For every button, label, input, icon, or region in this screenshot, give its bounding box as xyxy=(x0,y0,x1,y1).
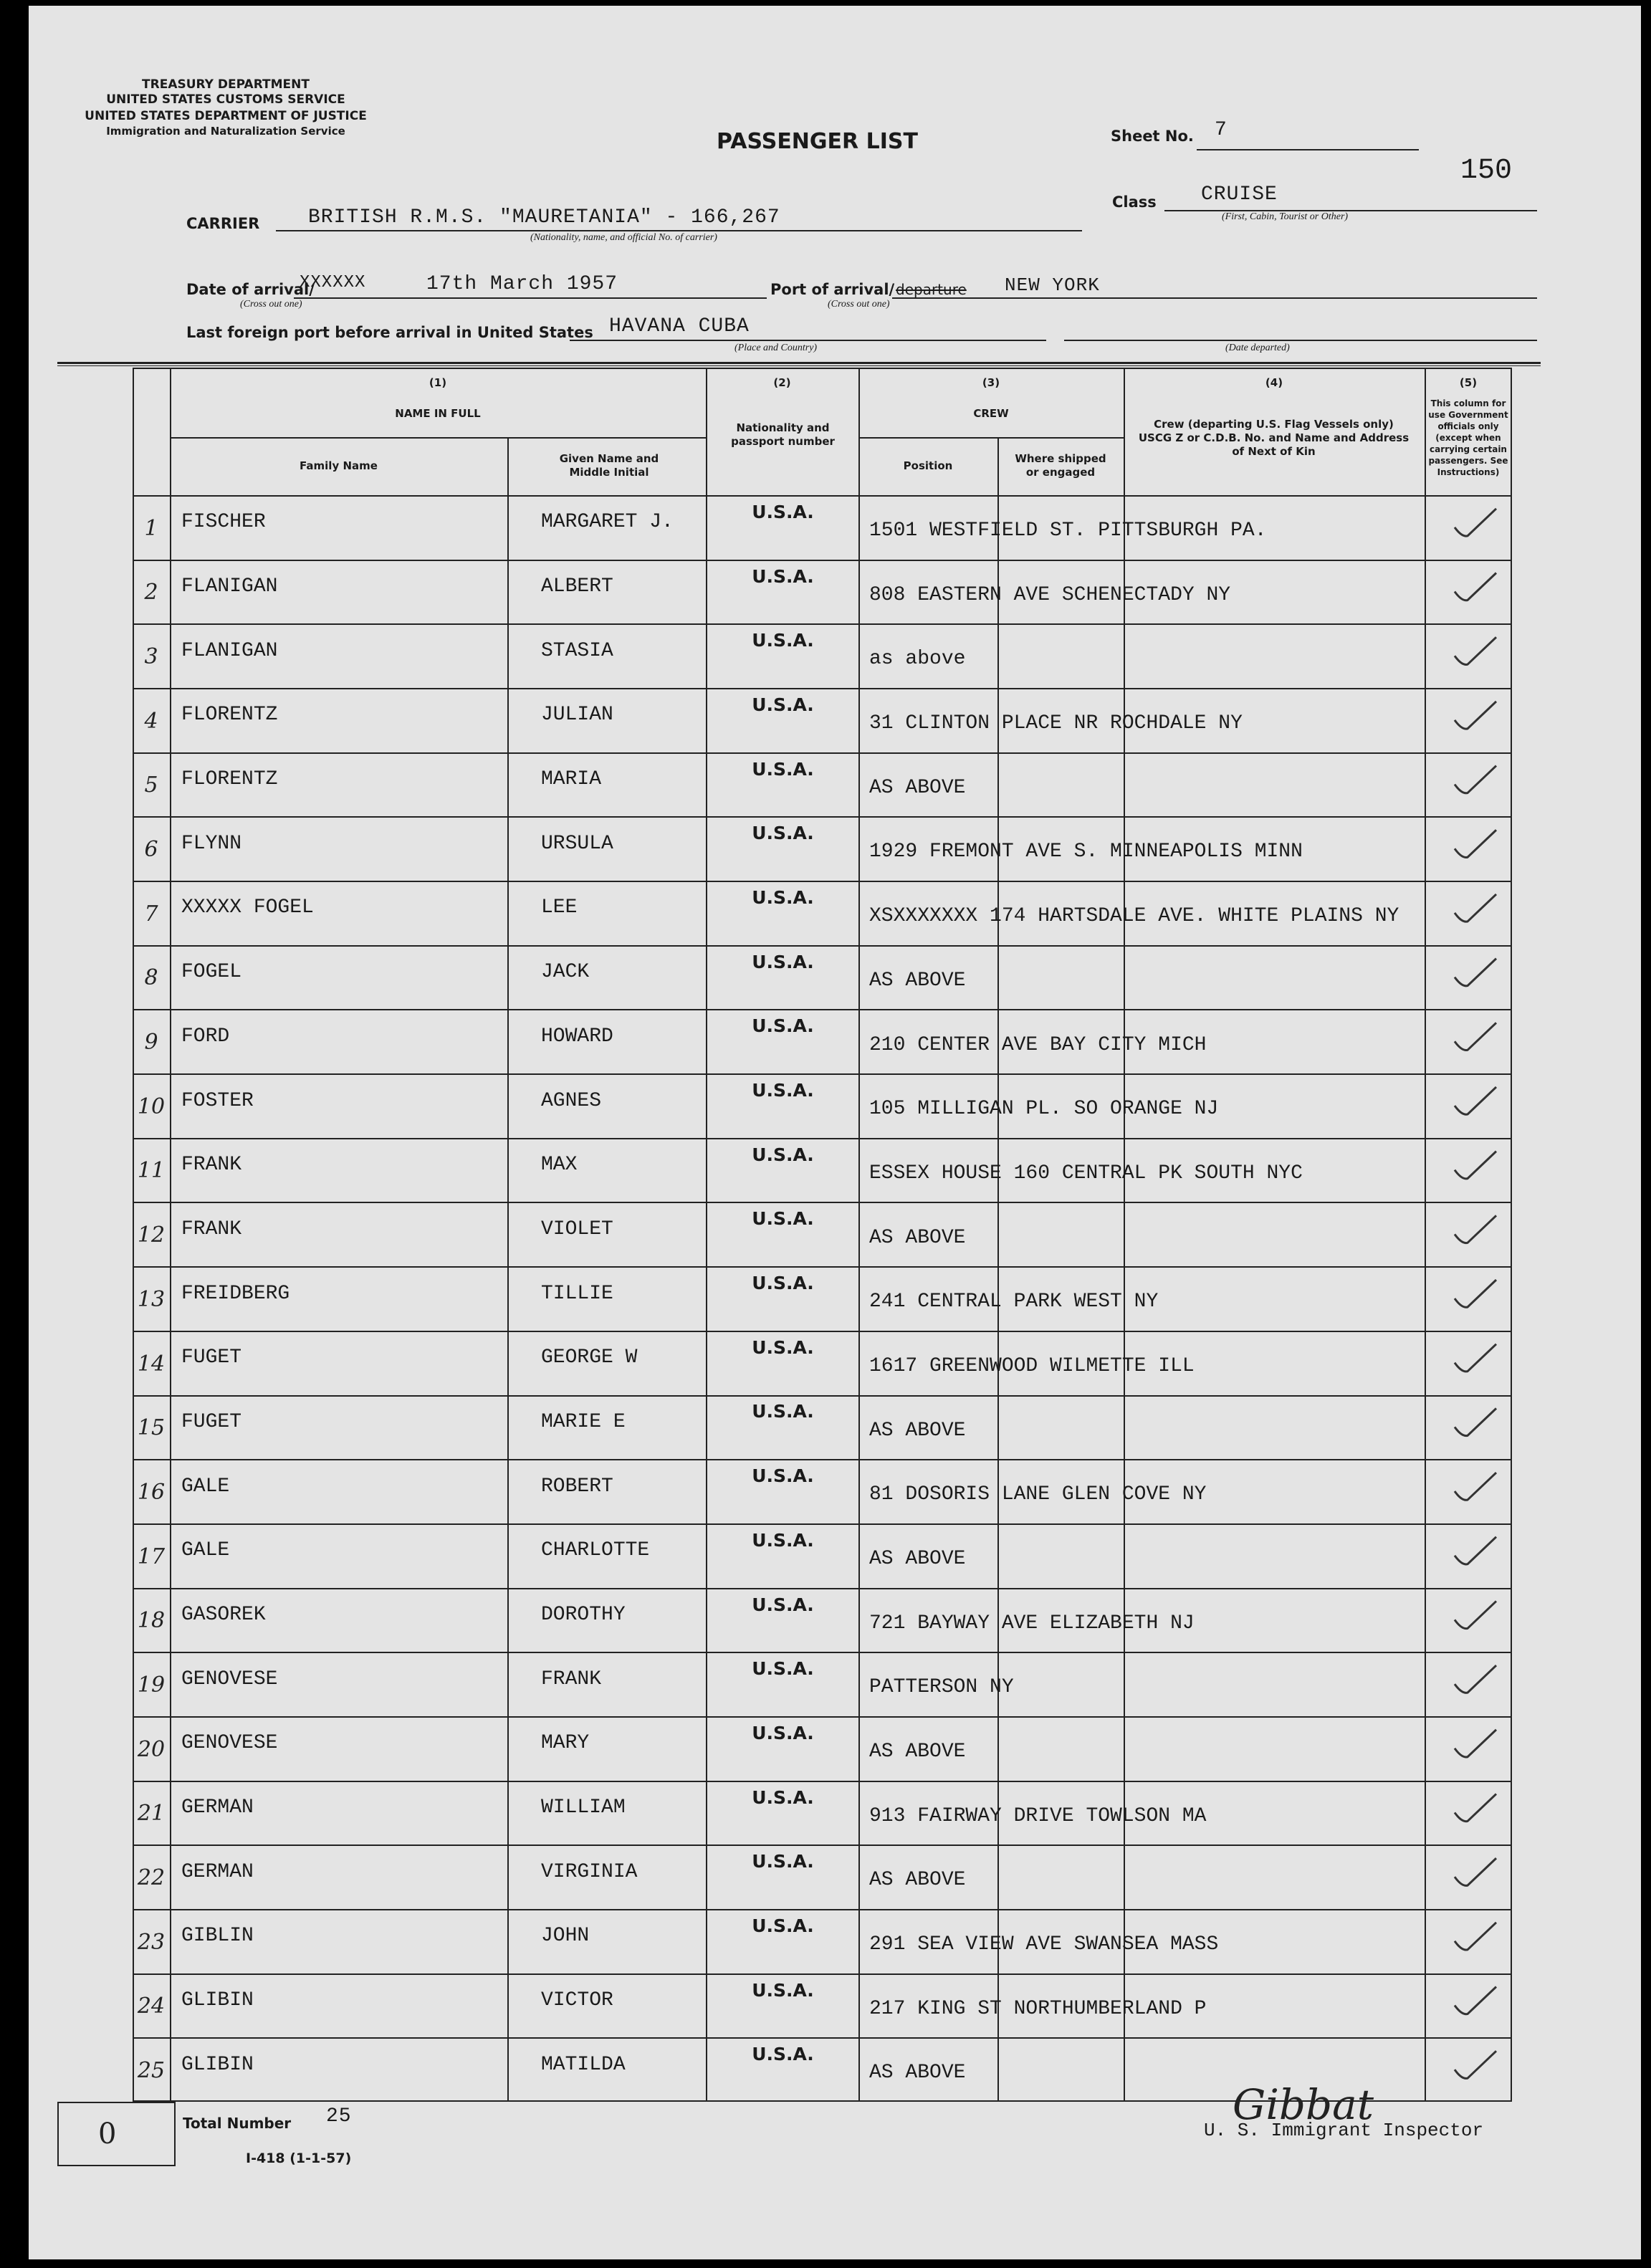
given-name: MARIA xyxy=(541,768,602,791)
row-number: 2 xyxy=(144,580,158,606)
check-icon xyxy=(1455,1023,1496,1050)
check-icon xyxy=(1455,509,1496,536)
check-icon xyxy=(1455,637,1496,664)
nationality: U.S.A. xyxy=(752,823,814,844)
row-number: 15 xyxy=(137,1415,166,1441)
family-name-header: Family Name xyxy=(300,459,378,472)
class-note: (First, Cabin, Tourist or Other) xyxy=(1222,211,1349,222)
row-number: 23 xyxy=(137,1929,166,1955)
total-label: Total Number xyxy=(183,2115,292,2132)
nationality: U.S.A. xyxy=(752,1273,814,1294)
address: 217 KING ST NORTHUMBERLAND P xyxy=(869,1997,1207,2020)
sheet-number: 7 xyxy=(1215,119,1228,141)
row-number: 20 xyxy=(137,1736,166,1762)
row-number: 22 xyxy=(137,1865,166,1890)
inspector-signature: Gibbat xyxy=(1233,2080,1374,2129)
address: 1617 GREENWOOD WILMETTE ILL xyxy=(869,1354,1195,1377)
check-icon xyxy=(1455,1923,1496,1950)
family-name: GASOREK xyxy=(181,1603,266,1626)
family-name: FORD xyxy=(181,1025,230,1048)
given-name: DOROTHY xyxy=(541,1603,626,1626)
row-number: 17 xyxy=(137,1544,166,1569)
address: 913 FAIRWAY DRIVE TOWLSON MA xyxy=(869,1804,1207,1827)
col1-title: NAME IN FULL xyxy=(395,407,481,420)
given-name: MARIE E xyxy=(541,1410,626,1433)
table-row xyxy=(133,1202,1512,1266)
class-label: Class xyxy=(1112,193,1157,211)
family-name: FOGEL xyxy=(181,961,242,984)
nationality: U.S.A. xyxy=(752,630,814,651)
address: 291 SEA VIEW AVE SWANSEA MASS xyxy=(869,1933,1219,1956)
nationality: U.S.A. xyxy=(752,1786,814,1808)
table-row xyxy=(133,1266,1512,1331)
table-row xyxy=(133,1459,1512,1523)
agency-line: UNITED STATES CUSTOMS SERVICE xyxy=(106,92,345,107)
address: AS ABOVE xyxy=(869,1740,966,1763)
passenger-list-document xyxy=(29,6,1641,2259)
nationality: U.S.A. xyxy=(752,1594,814,1615)
family-name: GENOVESE xyxy=(181,1732,278,1755)
row-number: 8 xyxy=(144,965,158,991)
check-icon xyxy=(1455,573,1496,601)
col1-number: (1) xyxy=(429,376,447,389)
nationality: U.S.A. xyxy=(752,1658,814,1680)
row-number: 3 xyxy=(144,644,158,670)
agency-block xyxy=(72,77,380,139)
nationality: U.S.A. xyxy=(752,501,814,522)
date-departed-note: (Date departed) xyxy=(1225,343,1290,353)
sheet-label: Sheet No. xyxy=(1111,128,1194,145)
table-row xyxy=(133,1781,1512,1845)
official-checkmarks xyxy=(1425,495,1512,2102)
shipped-header: Where shipped or engaged xyxy=(1015,452,1106,479)
family-name: FLYNN xyxy=(181,832,242,855)
address: XSXXXXXXX 174 HARTSDALE AVE. WHITE PLAINS NY xyxy=(869,905,1399,928)
given-name: FRANK xyxy=(541,1667,602,1690)
class-value: CRUISE xyxy=(1201,183,1278,206)
port-label: Port of arrival/ xyxy=(770,281,895,298)
table-row xyxy=(133,1523,1512,1588)
given-name: HOWARD xyxy=(541,1025,613,1048)
check-icon xyxy=(1455,1537,1496,1564)
address: AS ABOVE xyxy=(869,1419,966,1442)
given-name: URSULA xyxy=(541,832,613,855)
form-number: I-418 (1-1-57) xyxy=(246,2150,352,2166)
nationality: U.S.A. xyxy=(752,1851,814,1872)
family-name: GERMAN xyxy=(181,1860,254,1883)
nationality: U.S.A. xyxy=(752,1336,814,1358)
nationality: U.S.A. xyxy=(752,951,814,972)
family-name: FUGET xyxy=(181,1346,242,1369)
address: 241 CENTRAL PARK WEST NY xyxy=(869,1291,1159,1314)
family-name: FUGET xyxy=(181,1410,242,1433)
position-header: Position xyxy=(903,459,953,472)
given-name: AGNES xyxy=(541,1089,602,1112)
last-port-note: (Place and Country) xyxy=(734,343,818,353)
table-row xyxy=(133,945,1512,1010)
table-row xyxy=(133,1073,1512,1138)
row-number: 19 xyxy=(137,1672,166,1698)
check-icon xyxy=(1455,1152,1496,1179)
nationality: U.S.A. xyxy=(752,758,814,780)
agency-line: UNITED STATES DEPARTMENT OF JUSTICE xyxy=(85,109,367,123)
nationality: U.S.A. xyxy=(752,887,814,909)
check-icon xyxy=(1455,1280,1496,1307)
check-icon xyxy=(1455,894,1496,922)
table-row xyxy=(133,881,1512,945)
check-icon xyxy=(1455,766,1496,793)
address: 81 DOSORIS LANE GLEN COVE NY xyxy=(869,1483,1207,1506)
row-number: 21 xyxy=(137,1801,166,1827)
given-name: ALBERT xyxy=(541,575,613,598)
table-row xyxy=(133,816,1512,881)
address: as above xyxy=(869,648,966,671)
address: AS ABOVE xyxy=(869,969,966,992)
total-value: 25 xyxy=(326,2105,352,2128)
given-name: MATILDA xyxy=(541,2053,626,2076)
table-row xyxy=(133,1395,1512,1460)
row-number: 16 xyxy=(137,1479,166,1505)
port-struck: departure xyxy=(896,281,967,298)
page-title: PASSENGER LIST xyxy=(717,129,918,154)
check-icon xyxy=(1455,702,1496,729)
agency-line: TREASURY DEPARTMENT xyxy=(142,77,310,92)
nationality: U.S.A. xyxy=(752,1015,814,1037)
family-name: GENOVESE xyxy=(181,1667,278,1690)
family-name: FRANK xyxy=(181,1217,242,1240)
corner-mark: 0 xyxy=(98,2118,117,2150)
corner-box xyxy=(57,2102,176,2166)
family-name: XXXXX FOGEL xyxy=(181,896,314,919)
nationality: U.S.A. xyxy=(752,1465,814,1487)
col3-number: (3) xyxy=(982,376,1000,389)
address: 721 BAYWAY AVE ELIZABETH NJ xyxy=(869,1612,1195,1635)
nationality: U.S.A. xyxy=(752,694,814,715)
family-name: FLANIGAN xyxy=(181,639,278,662)
row-number: 9 xyxy=(144,1030,158,1056)
table-row xyxy=(133,1009,1512,1073)
table-row xyxy=(133,1588,1512,1652)
arrival-struck: XXXXXX xyxy=(300,273,366,292)
nationality: U.S.A. xyxy=(752,1208,814,1230)
family-name: GALE xyxy=(181,1539,230,1562)
given-name: MARY xyxy=(541,1732,590,1755)
table-row xyxy=(133,752,1512,817)
given-name: ROBERT xyxy=(541,1475,613,1498)
address: 808 EASTERN AVE SCHENECTADY NY xyxy=(869,583,1231,606)
given-name: GEORGE W xyxy=(541,1346,638,1369)
address: PATTERSON NY xyxy=(869,1676,1014,1699)
last-port-value: HAVANA CUBA xyxy=(609,315,750,338)
family-name: FLORENTZ xyxy=(181,768,278,791)
given-name: CHARLOTTE xyxy=(541,1539,650,1562)
row-number: 1 xyxy=(144,515,158,541)
arrival-date: 17th March 1957 xyxy=(426,273,618,295)
inspector-label: U. S. Immigrant Inspector xyxy=(1204,2120,1484,2141)
row-number: 24 xyxy=(137,1994,166,2019)
given-name: MAX xyxy=(541,1154,578,1177)
address: 1501 WESTFIELD ST. PITTSBURGH PA. xyxy=(869,520,1267,542)
family-name: FOSTER xyxy=(181,1089,254,1112)
agency-line: Immigration and Naturalization Service xyxy=(106,125,345,138)
page-stamp: 150 xyxy=(1460,155,1513,187)
given-name: VIRGINIA xyxy=(541,1860,638,1883)
address: 210 CENTER AVE BAY CITY MICH xyxy=(869,1033,1207,1056)
carrier-note: (Nationality, name, and official No. of carrier) xyxy=(530,232,717,243)
table-row xyxy=(133,1973,1512,2038)
check-icon xyxy=(1455,830,1496,857)
arrival-note: (Cross out one) xyxy=(240,299,302,310)
nationality: U.S.A. xyxy=(752,1722,814,1743)
row-number: 12 xyxy=(137,1222,166,1248)
family-name: GLIBIN xyxy=(181,1989,254,2012)
carrier-label: CARRIER xyxy=(186,215,260,232)
table-row xyxy=(133,1331,1512,1395)
given-name-header: Given Name and Middle Initial xyxy=(559,452,659,479)
given-name: MARGARET J. xyxy=(541,511,674,534)
given-name: JULIAN xyxy=(541,704,613,727)
address: AS ABOVE xyxy=(869,776,966,799)
check-icon xyxy=(1455,2051,1496,2078)
table-row xyxy=(133,495,1512,560)
col3-title: CREW xyxy=(973,407,1009,420)
port-note: (Cross out one) xyxy=(828,299,890,310)
given-name: STASIA xyxy=(541,639,613,662)
nationality: U.S.A. xyxy=(752,2044,814,2065)
address: AS ABOVE xyxy=(869,1869,966,1892)
given-name: LEE xyxy=(541,896,578,919)
given-name: VICTOR xyxy=(541,1989,613,2012)
table-row xyxy=(133,1844,1512,1909)
carrier-value: BRITISH R.M.S. "MAURETANIA" - 166,267 xyxy=(308,206,780,229)
given-name: VIOLET xyxy=(541,1217,613,1240)
table-row xyxy=(133,688,1512,752)
check-icon xyxy=(1455,1858,1496,1885)
check-icon xyxy=(1455,1601,1496,1628)
address: 1929 FREMONT AVE S. MINNEAPOLIS MINN xyxy=(869,841,1303,863)
table-row xyxy=(133,560,1512,624)
row-number: 14 xyxy=(137,1351,166,1377)
col5-title: This column for use Government officials only (except when carrying certain passengers. See Instructions) xyxy=(1428,398,1508,477)
address: AS ABOVE xyxy=(869,2062,966,2085)
col4-number: (4) xyxy=(1265,376,1283,389)
row-number: 18 xyxy=(137,1608,166,1634)
row-number: 25 xyxy=(137,2058,166,2083)
check-icon xyxy=(1455,1215,1496,1243)
given-name: WILLIAM xyxy=(541,1796,626,1819)
check-icon xyxy=(1455,1408,1496,1435)
row-number: 6 xyxy=(144,837,158,863)
nationality: U.S.A. xyxy=(752,1144,814,1165)
col5-number: (5) xyxy=(1459,376,1478,389)
port-value: NEW YORK xyxy=(1005,274,1100,296)
arrival-label: Date of arrival/ xyxy=(186,281,315,298)
address: 105 MILLIGAN PL. SO ORANGE NJ xyxy=(869,1098,1219,1121)
family-name: GERMAN xyxy=(181,1796,254,1819)
row-number: 13 xyxy=(137,1286,166,1312)
check-icon xyxy=(1455,1344,1496,1372)
nationality: U.S.A. xyxy=(752,1529,814,1551)
nationality: U.S.A. xyxy=(752,1979,814,2001)
given-name: TILLIE xyxy=(541,1282,613,1305)
check-icon xyxy=(1455,1473,1496,1500)
row-number: 7 xyxy=(144,901,158,927)
row-number: 5 xyxy=(144,772,158,798)
family-name: FISCHER xyxy=(181,511,266,534)
family-name: GIBLIN xyxy=(181,1925,254,1948)
last-port-label: Last foreign port before arrival in United States xyxy=(186,324,593,341)
family-name: FRANK xyxy=(181,1154,242,1177)
check-icon xyxy=(1455,1794,1496,1821)
check-icon xyxy=(1455,1087,1496,1114)
family-name: FLANIGAN xyxy=(181,575,278,598)
given-name: JACK xyxy=(541,961,590,984)
family-name: FLORENTZ xyxy=(181,704,278,727)
address: 31 CLINTON PLACE NR ROCHDALE NY xyxy=(869,712,1243,735)
nationality: U.S.A. xyxy=(752,1080,814,1101)
family-name: FREIDBERG xyxy=(181,1282,290,1305)
table-row xyxy=(133,1138,1512,1202)
table-row xyxy=(133,1652,1512,1716)
check-icon xyxy=(1455,1665,1496,1693)
address: AS ABOVE xyxy=(869,1547,966,1570)
row-number: 11 xyxy=(137,1158,166,1184)
table-row xyxy=(133,1909,1512,1973)
check-icon xyxy=(1455,1730,1496,1757)
col2-number: (2) xyxy=(773,376,791,389)
address: AS ABOVE xyxy=(869,1226,966,1249)
check-icon xyxy=(1455,1986,1496,2014)
nationality: U.S.A. xyxy=(752,1401,814,1422)
table-row xyxy=(133,623,1512,688)
row-number: 4 xyxy=(144,708,158,734)
family-name: GALE xyxy=(181,1475,230,1498)
passenger-table xyxy=(133,368,1512,2102)
check-icon xyxy=(1455,959,1496,986)
family-name: GLIBIN xyxy=(181,2053,254,2076)
col4-title: Crew (departing U.S. Flag Vessels only) USCG Z or C.D.B. No. and Name and Address of Next of Kin xyxy=(1138,418,1410,458)
address: ESSEX HOUSE 160 CENTRAL PK SOUTH NYC xyxy=(869,1162,1303,1185)
nationality: U.S.A. xyxy=(752,1915,814,1936)
given-name: JOHN xyxy=(541,1925,590,1948)
col2-title: Nationality and passport number xyxy=(731,421,835,448)
nationality: U.S.A. xyxy=(752,565,814,587)
row-number: 10 xyxy=(137,1094,166,1119)
table-row xyxy=(133,1716,1512,1781)
